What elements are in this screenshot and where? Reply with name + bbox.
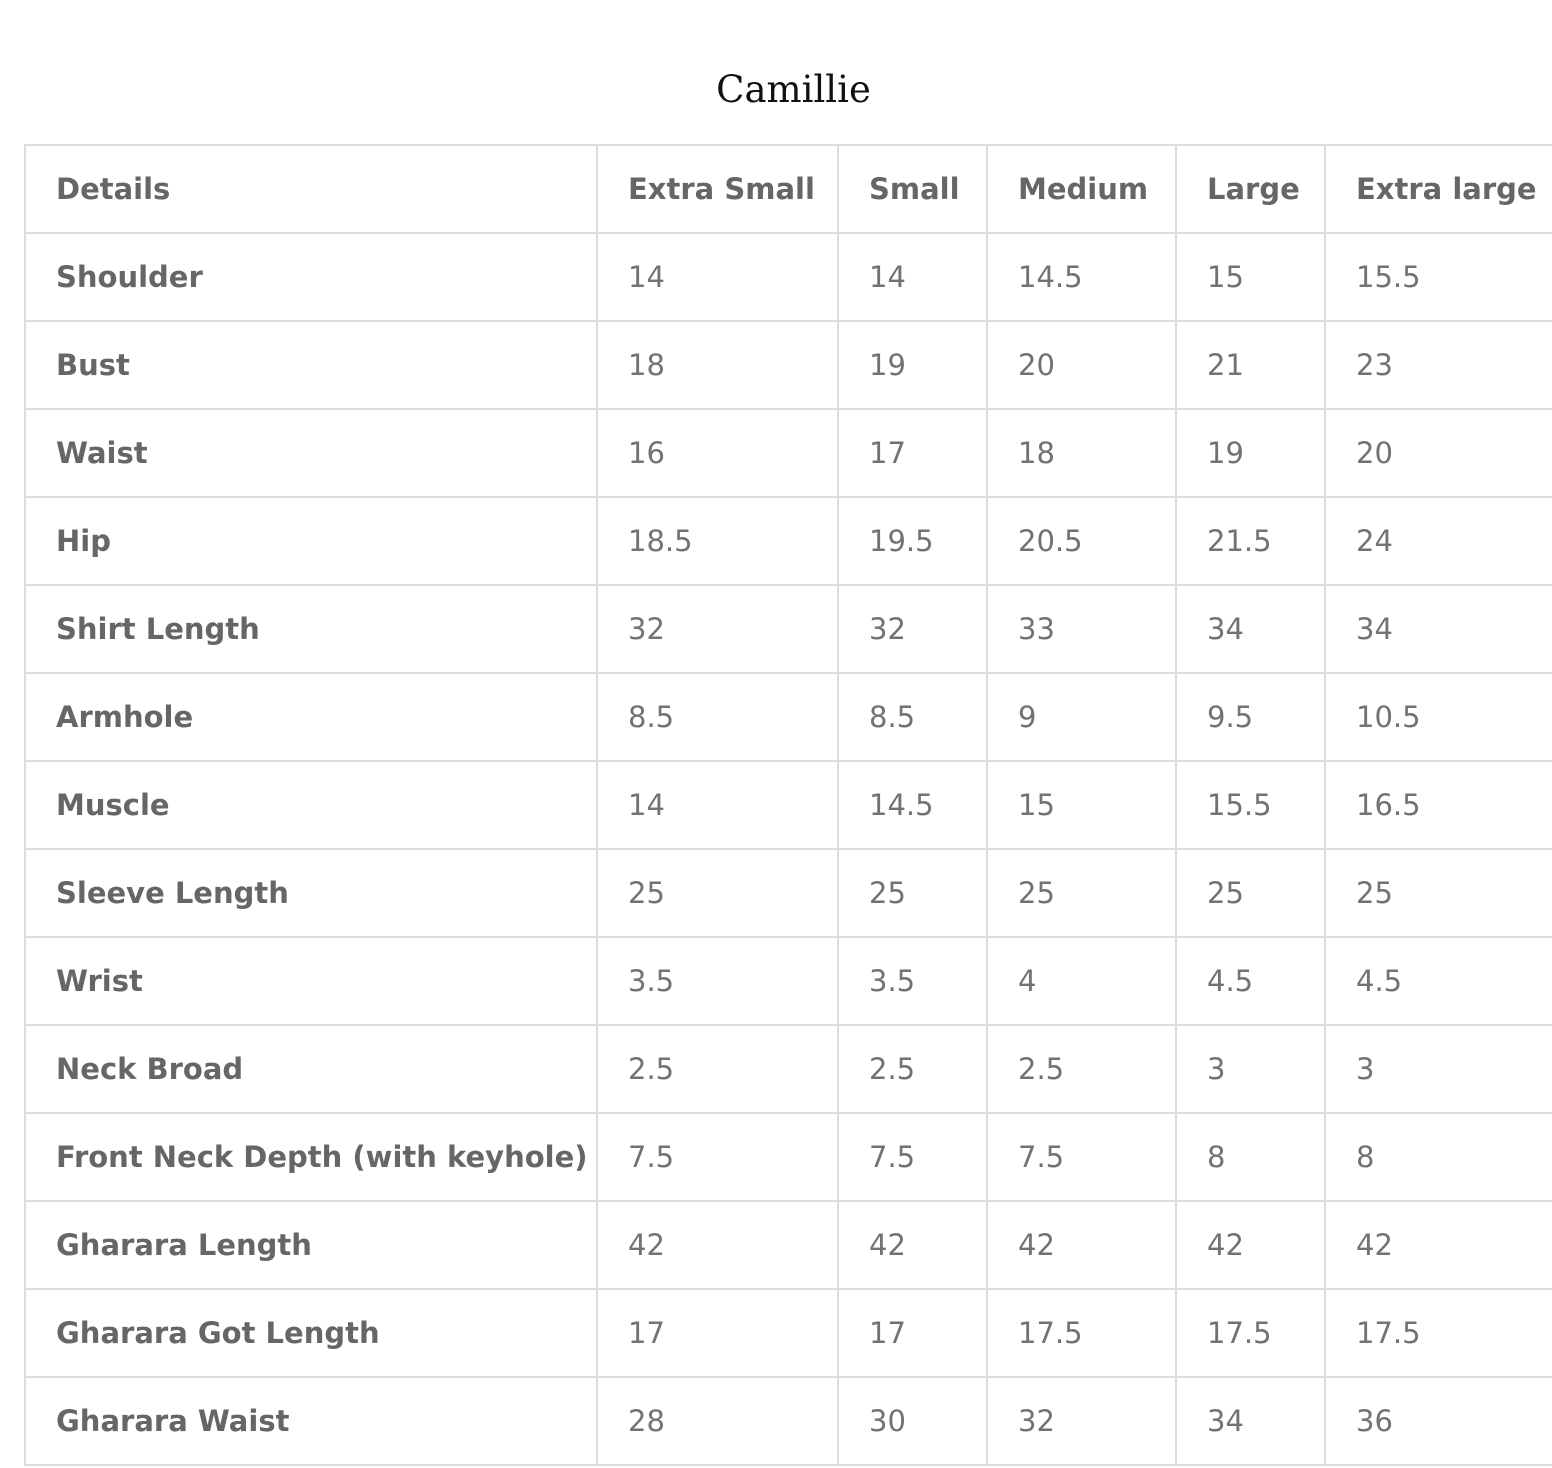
row-label: Shirt Length — [25, 585, 597, 673]
table-cell: 7.5 — [838, 1113, 987, 1201]
row-label: Gharara Got Length — [25, 1289, 597, 1377]
table-cell: 32 — [597, 585, 838, 673]
table-cell: 7.5 — [597, 1113, 838, 1201]
row-label: Neck Broad — [25, 1025, 597, 1113]
table-cell: 3 — [1325, 1025, 1552, 1113]
table-row — [25, 849, 1552, 937]
table-cell: 17.5 — [1325, 1289, 1552, 1377]
table-cell: 34 — [1176, 585, 1325, 673]
table-row — [25, 1377, 1552, 1465]
row-label: Gharara Length — [25, 1201, 597, 1289]
table-cell: 14.5 — [838, 761, 987, 849]
table-cell: 34 — [1176, 1377, 1325, 1465]
table-row — [25, 233, 1552, 321]
table-cell: 30 — [838, 1377, 987, 1465]
table-cell: 2.5 — [597, 1025, 838, 1113]
table-row — [25, 937, 1552, 1025]
table-cell: 18 — [987, 409, 1176, 497]
header-small: Small — [838, 145, 987, 233]
table-row — [25, 1201, 1552, 1289]
table-cell: 3.5 — [838, 937, 987, 1025]
table-row — [25, 1113, 1552, 1201]
row-label: Sleeve Length — [25, 849, 597, 937]
header-details: Details — [25, 145, 597, 233]
table-cell: 32 — [838, 585, 987, 673]
row-label: Wrist — [25, 937, 597, 1025]
page-title: Camillie — [716, 68, 871, 111]
table-cell: 28 — [597, 1377, 838, 1465]
table-cell: 17 — [838, 1289, 987, 1377]
header-extra-large: Extra large — [1325, 145, 1552, 233]
table-cell: 42 — [987, 1201, 1176, 1289]
table-cell: 15.5 — [1176, 761, 1325, 849]
header-extra-small: Extra Small — [597, 145, 838, 233]
table-cell: 25 — [1176, 849, 1325, 937]
table-cell: 15 — [1176, 233, 1325, 321]
table-cell: 23 — [1325, 321, 1552, 409]
table-cell: 9 — [987, 673, 1176, 761]
table-cell: 19 — [1176, 409, 1325, 497]
table-cell: 20.5 — [987, 497, 1176, 585]
table-cell: 2.5 — [987, 1025, 1176, 1113]
table-cell: 25 — [1325, 849, 1552, 937]
table-header — [25, 145, 1552, 233]
table-cell: 4.5 — [1325, 937, 1552, 1025]
table-cell: 21.5 — [1176, 497, 1325, 585]
table-cell: 8 — [1176, 1113, 1325, 1201]
table-cell: 8.5 — [597, 673, 838, 761]
row-label: Gharara Waist — [25, 1377, 597, 1465]
table-cell: 15 — [987, 761, 1176, 849]
table-cell: 10.5 — [1325, 673, 1552, 761]
table-cell: 8 — [1325, 1113, 1552, 1201]
table-cell: 17.5 — [987, 1289, 1176, 1377]
table-cell: 18.5 — [597, 497, 838, 585]
header-large: Large — [1176, 145, 1325, 233]
table-cell: 21 — [1176, 321, 1325, 409]
table-row — [25, 409, 1552, 497]
table-row — [25, 497, 1552, 585]
table-cell: 15.5 — [1325, 233, 1552, 321]
table-cell: 33 — [987, 585, 1176, 673]
table-cell: 20 — [987, 321, 1176, 409]
table-cell: 17 — [597, 1289, 838, 1377]
table-cell: 42 — [1325, 1201, 1552, 1289]
table-row — [25, 321, 1552, 409]
table-cell: 42 — [1176, 1201, 1325, 1289]
table-cell: 17.5 — [1176, 1289, 1325, 1377]
table-cell: 3.5 — [597, 937, 838, 1025]
table-cell: 25 — [838, 849, 987, 937]
size-chart-table — [24, 144, 1552, 1466]
table-cell: 25 — [597, 849, 838, 937]
row-label: Waist — [25, 409, 597, 497]
table-cell: 14 — [597, 761, 838, 849]
table-cell: 7.5 — [987, 1113, 1176, 1201]
table-cell: 25 — [987, 849, 1176, 937]
table-row — [25, 585, 1552, 673]
row-label: Shoulder — [25, 233, 597, 321]
row-label: Armhole — [25, 673, 597, 761]
row-label: Bust — [25, 321, 597, 409]
table-cell: 4.5 — [1176, 937, 1325, 1025]
table-cell: 20 — [1325, 409, 1552, 497]
table-cell: 16.5 — [1325, 761, 1552, 849]
table-cell: 42 — [597, 1201, 838, 1289]
table-cell: 19.5 — [838, 497, 987, 585]
table-row — [25, 1025, 1552, 1113]
table-cell: 34 — [1325, 585, 1552, 673]
table-cell: 24 — [1325, 497, 1552, 585]
table-row — [25, 1289, 1552, 1377]
table-cell: 42 — [838, 1201, 987, 1289]
table-cell: 3 — [1176, 1025, 1325, 1113]
table-cell: 36 — [1325, 1377, 1552, 1465]
table-body — [25, 233, 1552, 1465]
table-cell: 9.5 — [1176, 673, 1325, 761]
table-row — [25, 761, 1552, 849]
row-label: Hip — [25, 497, 597, 585]
table-cell: 14 — [838, 233, 987, 321]
table-cell: 14 — [597, 233, 838, 321]
row-label: Front Neck Depth (with keyhole) — [25, 1113, 597, 1201]
header-row — [25, 145, 1552, 233]
table-cell: 14.5 — [987, 233, 1176, 321]
table-cell: 8.5 — [838, 673, 987, 761]
table-cell: 18 — [597, 321, 838, 409]
table-cell: 19 — [838, 321, 987, 409]
table-cell: 4 — [987, 937, 1176, 1025]
table-cell: 17 — [838, 409, 987, 497]
table-cell: 2.5 — [838, 1025, 987, 1113]
table-row — [25, 673, 1552, 761]
row-label: Muscle — [25, 761, 597, 849]
table-cell: 32 — [987, 1377, 1176, 1465]
header-medium: Medium — [987, 145, 1176, 233]
table-cell: 16 — [597, 409, 838, 497]
